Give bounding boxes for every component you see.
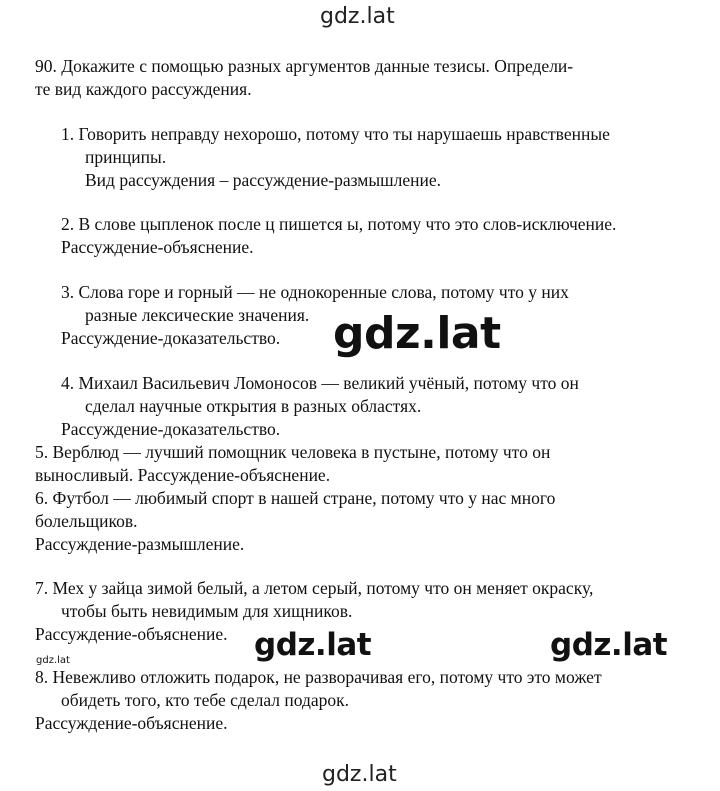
watermark-center: gdz.lat (333, 308, 501, 359)
watermark-lower-left: gdz.lat (254, 627, 372, 663)
item-1-line-3: Вид рассуждения – рассуждение-размышление. (85, 170, 441, 190)
item-7-line-3: Рассуждение-объяснение. (35, 624, 228, 644)
item-3-line-1: 3. Слова горе и горный — не однокоренные слова, потому что у них (61, 282, 569, 302)
item-8-line-3: Рассуждение-объяснение. (35, 713, 228, 733)
item-2-line-2: Рассуждение-объяснение. (61, 237, 254, 257)
item-6-line-2: болельщиков. (35, 511, 138, 531)
task-line-1: 90. Докажите с помощью разных аргументов данные тезисы. Определи- (35, 56, 574, 76)
item-8-line-1: 8. Невежливо отложить подарок, не разворачивая его, потому что это может (35, 667, 602, 687)
watermark-lower-right: gdz.lat (550, 627, 668, 663)
item-4-line-3: Рассуждение-доказательство. (61, 419, 281, 439)
item-3-line-3: Рассуждение-доказательство. (61, 328, 281, 348)
task-line-2: те вид каждого рассуждения. (35, 79, 252, 99)
watermark-top: gdz.lat (320, 4, 395, 29)
watermark-bottom: gdz.lat (322, 762, 397, 787)
item-6-line-1: 6. Футбол — любимый спорт в нашей стране, потому что у нас много (35, 488, 556, 508)
item-5-line-1: 5. Верблюд — лучший помощник человека в пустыне, потому что он (35, 442, 551, 462)
item-7-line-1: 7. Мех у зайца зимой белый, а летом серый, потому что он меняет окраску, (35, 578, 594, 598)
watermark-small: gdz.lat (36, 655, 70, 666)
item-4-line-1: 4. Михаил Васильевич Ломоносов — великий учёный, потому что он (61, 373, 579, 393)
item-2-line-1: 2. В слове цыпленок после ц пишется ы, потому что это слов-исключение. (61, 214, 617, 234)
item-1-line-1: 1. Говорить неправду нехорошо, потому что ты нарушаешь нравственные (61, 124, 610, 144)
item-5-line-2: выносливый. Рассуждение-объяснение. (35, 465, 331, 485)
item-7-line-2: чтобы быть невидимым для хищников. (61, 601, 353, 621)
item-3-line-2: разные лексические значения. (85, 305, 310, 325)
item-4-line-2: сделал научные открытия в разных областях. (85, 396, 422, 416)
item-6-line-3: Рассуждение-размышление. (35, 534, 245, 554)
item-8-line-2: обидеть того, кто тебе сделал подарок. (61, 690, 350, 710)
item-1-line-2: принципы. (85, 147, 167, 167)
